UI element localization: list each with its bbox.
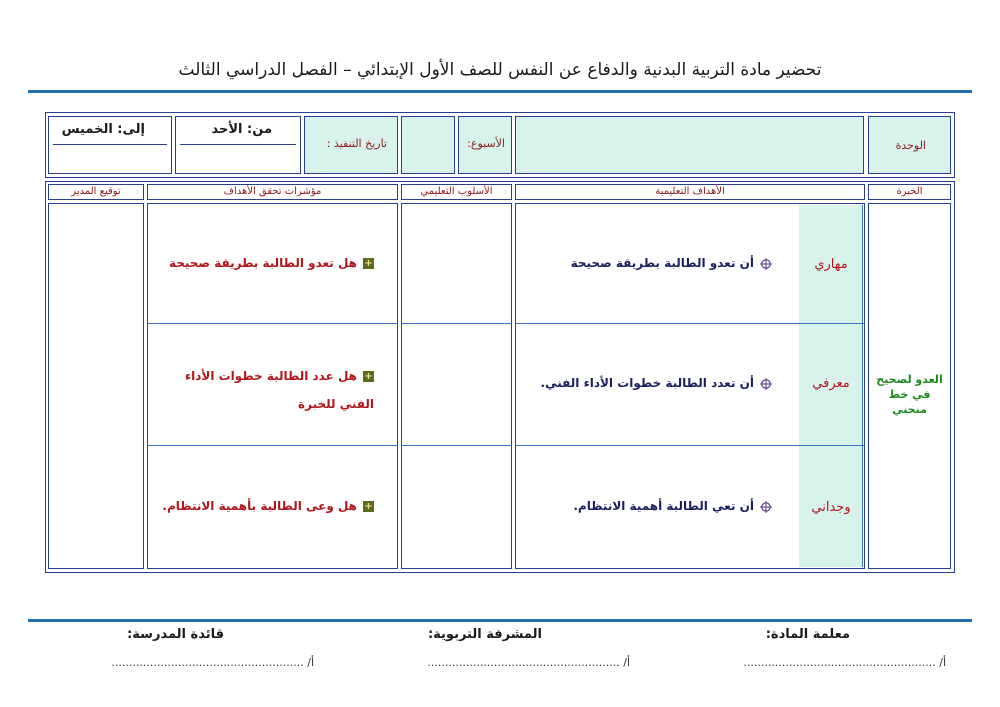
experience-cell bbox=[868, 203, 951, 569]
supervisor-signature-line[interactable]: أ/ ....................................................... bbox=[427, 656, 630, 669]
week-label-cell: الأسبوع: bbox=[458, 116, 512, 174]
page-title: تحضير مادة التربية البدنية والدفاع عن النفس للصف الأول الإبتدائي – الفصل الدراسي الثالث bbox=[178, 60, 822, 80]
col-header-indicators: مؤشرات تحقق الأهداف bbox=[147, 184, 398, 200]
col-header-objectives: الأهداف التعليمية bbox=[515, 184, 865, 200]
top-divider bbox=[28, 90, 972, 93]
plus-bullet-icon: + bbox=[364, 258, 373, 269]
plus-bullet-icon: + bbox=[364, 501, 373, 512]
row-divider bbox=[147, 445, 398, 446]
principal-label: قائدة المدرسة: bbox=[127, 627, 224, 642]
to-day-label: إلى: الخميس bbox=[61, 122, 145, 137]
indicator-cognitive: +هل عدد الطالبة خطوات الأداء الفني للخبرة bbox=[184, 369, 374, 411]
to-day-cell[interactable] bbox=[48, 116, 172, 174]
unit-label-cell: الوحدة bbox=[868, 116, 951, 174]
week-value-field[interactable] bbox=[401, 116, 455, 174]
row-divider bbox=[515, 445, 865, 446]
from-day-label: من: الأحد bbox=[211, 122, 272, 137]
experience-text: العدو لصحيح في خط منحني bbox=[876, 373, 943, 416]
row-divider bbox=[515, 323, 865, 324]
objective-affective: أن تعي الطالبة أهمية الانتظام. bbox=[573, 499, 772, 513]
target-icon bbox=[760, 378, 772, 390]
objective-cognitive: أن تعدد الطالبة خطوات الأداء الفني. bbox=[541, 376, 772, 390]
domain-label-skill: مهاري bbox=[814, 257, 848, 272]
method-column[interactable] bbox=[401, 203, 512, 569]
indicator-affective: +هل وعى الطالبة بأهمية الانتظام. bbox=[162, 499, 373, 513]
unit-value-field[interactable] bbox=[515, 116, 864, 174]
col-header-experience: الخبرة bbox=[868, 184, 951, 200]
bottom-divider bbox=[28, 619, 972, 622]
objective-skill: أن تعدو الطالبة بطريقة صحيحة bbox=[571, 256, 772, 270]
col-header-method: الأسلوب التعليمي bbox=[401, 184, 512, 200]
indicator-skill: +هل تعدو الطالبة بطريقة صحيحة bbox=[168, 256, 373, 270]
domain-label-affective: وجداني bbox=[811, 500, 851, 515]
row-divider bbox=[401, 445, 512, 446]
supervisor-label: المشرفة التربوية: bbox=[427, 627, 542, 642]
teacher-signature-line[interactable]: أ/ ....................................................... bbox=[743, 656, 946, 669]
to-day-line bbox=[53, 144, 167, 145]
principal-signature-line[interactable]: أ/ ....................................................... bbox=[111, 656, 314, 669]
col-header-principal-signature: توقيع المدير bbox=[48, 184, 144, 200]
plus-bullet-icon: + bbox=[364, 371, 373, 382]
from-day-line bbox=[180, 144, 296, 145]
target-icon bbox=[760, 258, 772, 270]
principal-signature-cell[interactable] bbox=[48, 203, 144, 569]
target-icon bbox=[760, 501, 772, 513]
domain-label-cognitive: معرفي bbox=[812, 376, 850, 391]
row-divider bbox=[401, 323, 512, 324]
teacher-label: معلمة المادة: bbox=[765, 627, 850, 642]
row-divider bbox=[147, 323, 398, 324]
exec-date-label-cell: تاريخ التنفيذ : bbox=[304, 116, 398, 174]
from-day-cell[interactable] bbox=[175, 116, 301, 174]
